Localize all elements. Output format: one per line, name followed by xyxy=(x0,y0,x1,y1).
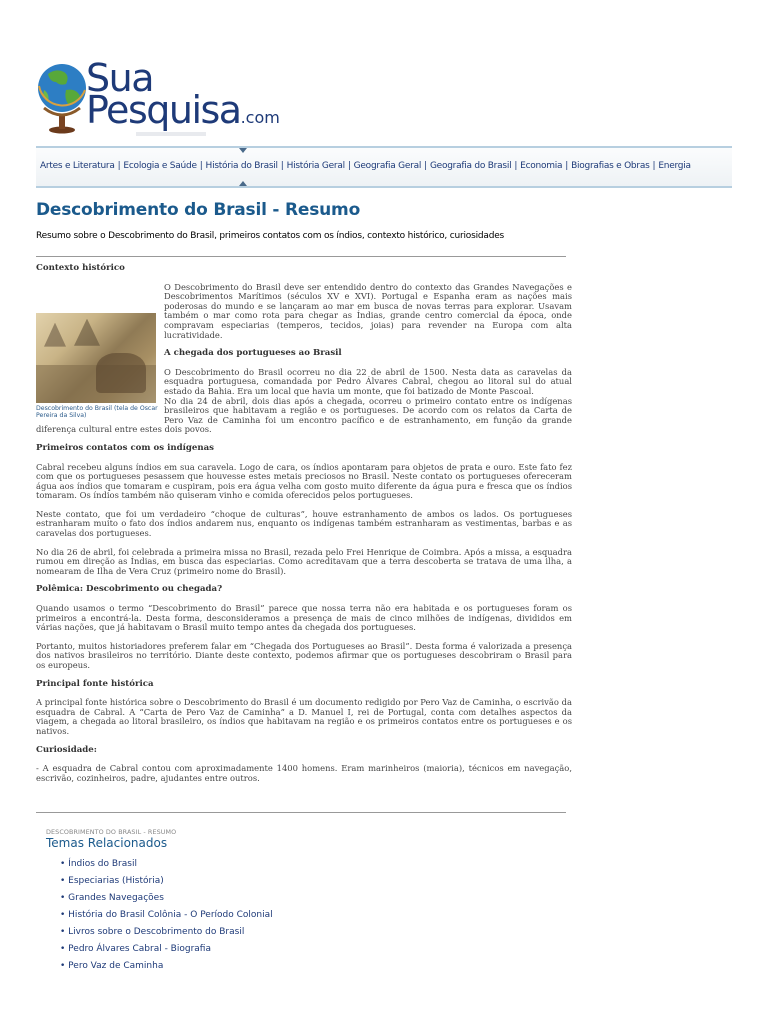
section-heading-polemica: Polêmica: Descobrimento ou chegada? xyxy=(36,584,223,595)
paragraph-chegada-2: No dia 24 de abril, dois dias após a chegada, ocorreu o primeiro contato entre os indígenas brasileiros que habitavam a região e os portugueses. De acordo com os relatos da Carta de Pero Vaz de Caminha foi um encontro pacífico e de estranhamento, em função da grande diferença cultural entre estes dois povos. xyxy=(36,395,572,435)
paragraph-curiosidade: - A esquadra de Cabral contou com aproximadamente 1400 homens. Eram marinheiros (maioria), técnicos em navegação, escrivão, cozinheiros, padre, ajudantes entre outros. xyxy=(36,763,572,783)
nav-item-biografias[interactable]: Biografias e Obras xyxy=(571,161,650,171)
nav-separator: | xyxy=(347,161,351,171)
globe-icon xyxy=(36,60,92,134)
related-title: Temas Relacionados xyxy=(46,836,168,850)
nav-separator: | xyxy=(424,161,427,171)
paragraph-fonte: A principal fonte histórica sobre o Descobrimento do Brasil é um documento redigido por Pero Vaz de Caminha, o escrivão da esquadra de Cabral. A “Carta de Pero Vaz de Caminha” a D. Manuel I, rei de Portugal, conta com detalhes aspectos da viagem, a chegada ao litoral brasileiro, os índios que habitavam na região e os primeiros contatos entre os portugueses e os nativos. xyxy=(36,697,572,736)
divider-top xyxy=(36,256,566,257)
logo-tagline-bar xyxy=(136,132,206,136)
logo-line2 xyxy=(86,90,280,138)
article-body xyxy=(36,264,572,792)
site-logo[interactable] xyxy=(36,56,280,138)
paragraph-contatos-3: No dia 26 de abril, foi celebrada a primeira missa no Brasil, rezada pelo Frei Henrique de Coimbra. Após a missa, a esquadra rumou em direção as Índias, em busca das especiarias. Como acreditavam que a terra descoberta se tratava de uma ilha, a nomearam de Ilha de Vera Cruz (primeiro nome do Brasil). xyxy=(36,546,572,576)
nav-item-historia-brasil[interactable]: História do Brasil xyxy=(205,161,278,171)
section-heading-fonte: Principal fonte histórica xyxy=(36,678,154,689)
paragraph-chegada: O Descobrimento do Brasil ocorreu no dia 22 de abril de 1500. Nesta data as caravelas da esquadra portuguesa, comandada por Pedro Álvares Cabral, chegou ao litoral sul do atual estado da Bahia. Era um local que havia um monte, que foi batizado de Monte Pascoal. xyxy=(164,366,572,396)
related-breadcrumb: DESCOBRIMENTO DO BRASIL - RESUMO xyxy=(46,828,177,836)
main-nav xyxy=(36,146,732,188)
related-link-brasil-colonia[interactable]: • História do Brasil Colônia - O Período Colonial xyxy=(60,910,273,920)
section-heading-chegada: A chegada dos portugueses ao Brasil xyxy=(164,348,342,359)
paragraph-polemica-2: Portanto, muitos historiadores preferem falar em “Chegada dos Portugueses ao Brasil”. Desta forma é valorizada a presença dos nativos brasileiros no território. Diante deste contexto, podemos afirmar que os portugueses descobriram o Brasil para os europeus. xyxy=(36,640,572,670)
nav-list xyxy=(40,161,691,171)
image-caption[interactable]: Descobrimento do Brasil (tela de Oscar Pereira da Silva) xyxy=(36,404,158,419)
logo-line2-text: Pesquisa xyxy=(86,88,241,132)
related-link-especiarias[interactable]: • Especiarias (História) xyxy=(60,876,164,886)
nav-separator: | xyxy=(565,161,569,171)
nav-separator: | xyxy=(199,161,203,171)
paragraph-contatos-2: Neste contato, que foi um verdadeiro “choque de culturas”, houve estranhamento de ambos os lados. Os portugueses estranharam muito o fato dos índios andarem nus, enquanto os indígenas também estranharam as vestimentas, barbas e as caravelas dos portugueses. xyxy=(36,508,572,539)
nav-separator: | xyxy=(280,161,284,171)
related-topics xyxy=(46,828,273,978)
nav-item-energia[interactable]: Energia xyxy=(658,161,691,171)
section-heading-contatos: Primeiros contatos com os indígenas xyxy=(36,442,214,453)
logo-suffix: .com xyxy=(240,108,280,127)
nav-item-ecologia[interactable]: Ecologia e Saúde xyxy=(123,161,197,171)
discovery-painting-image[interactable] xyxy=(36,313,156,403)
nav-item-artes[interactable]: Artes e Literatura xyxy=(40,161,115,171)
nav-item-economia[interactable]: Economia xyxy=(520,161,563,171)
page-title: Descobrimento do Brasil - Resumo xyxy=(36,200,361,220)
nav-item-geografia-geral[interactable]: Geografia Geral xyxy=(353,161,422,171)
nav-separator: | xyxy=(117,161,121,171)
related-list xyxy=(60,859,273,978)
nav-item-geografia-brasil[interactable]: Geografia do Brasil xyxy=(429,161,512,171)
section-heading-contexto: Contexto histórico xyxy=(36,263,125,273)
paragraph-polemica-1: Quando usamos o termo “Descobrimento do Brasil” parece que nossa terra não era habitada e os portugueses foram os primeiros a encontrá-la. Desta forma, desconsideramos a presença de mais de cinco milhões de indígenas, divididos em várias nações, que já habitavam o Brasil muito tempo antes da chegada dos portugueses. xyxy=(36,603,572,633)
logo-line1: Sua xyxy=(86,56,153,100)
related-link-livros[interactable]: • Livros sobre o Descobrimento do Brasil xyxy=(60,927,245,937)
section-heading-curiosidade: Curiosidade: xyxy=(36,744,97,755)
related-link-indios[interactable]: • Índios do Brasil xyxy=(60,859,137,869)
article-figure xyxy=(36,313,158,419)
related-link-cabral[interactable]: • Pedro Álvares Cabral - Biografia xyxy=(60,944,211,954)
nav-active-marker-top xyxy=(239,148,247,153)
paragraph-contexto-text: O Descobrimento do Brasil deve ser entendido dentro do contexto das Grandes Navegações e Descobrimentos Marítimos (séculos XV e XVI). Portugal e Espanha eram as nações mais poderosas do mundo e se lançaram ao mar em busca de novas terras para explorar. Usavam também o mar como rota para chegar as Índias, grande centro comercial da época, onde compravam especiarias (temperos, tecidos, joias) para revender na Europa com alta lucratividade. xyxy=(164,281,572,340)
nav-item-historia-geral[interactable]: História Geral xyxy=(286,161,345,171)
nav-separator: | xyxy=(514,161,518,171)
nav-active-marker-bottom xyxy=(239,181,247,186)
related-link-caminha[interactable]: • Pero Vaz de Caminha xyxy=(60,961,164,971)
paragraph-contatos-1: Cabral recebeu alguns índios em sua caravela. Logo de cara, os índios apontaram para objetos de prata e ouro. Este fato fez com que os portugueses pesassem que houvesse estes metais preciosos no Brasil. Neste contato os portugueses ofereceram água aos índios que tomaram e cuspiram, pois era água velha com gosto muito diferente da água pura e fresca que os índios tomaram. Os índios também não quiseram vinho e comida oferecidos pelos portugueses. xyxy=(36,461,572,501)
nav-separator: | xyxy=(652,161,656,171)
related-link-navegacoes[interactable]: • Grandes Navegações xyxy=(60,893,164,903)
divider-bottom xyxy=(36,812,566,813)
page-subtitle: Resumo sobre o Descobrimento do Brasil, primeiros contatos com os índios, contexto histórico, curiosidades xyxy=(36,231,505,241)
